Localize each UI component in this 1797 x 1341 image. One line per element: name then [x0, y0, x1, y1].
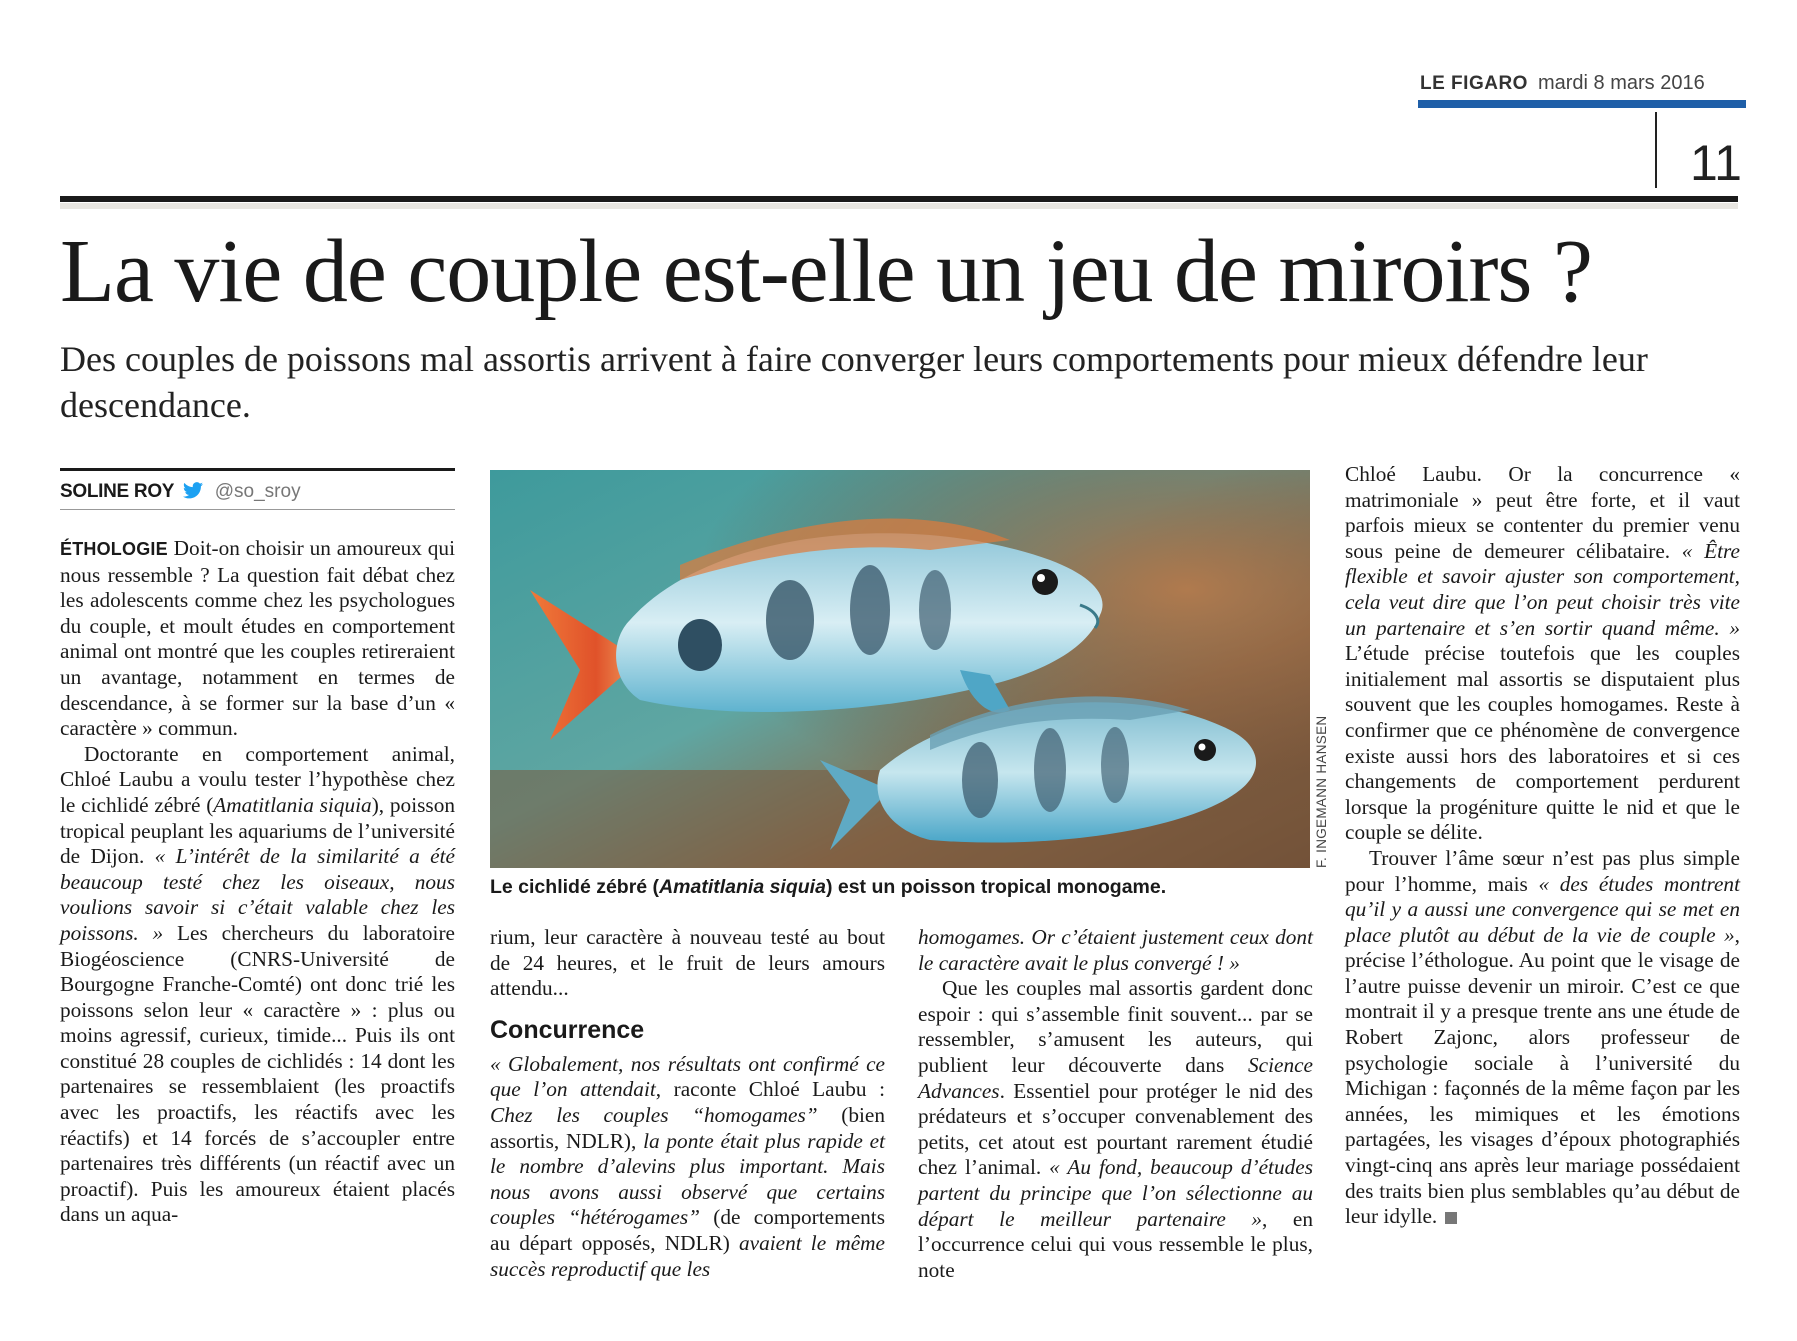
- paragraph-text: (bien assortis, NDLR),: [490, 1102, 885, 1153]
- top-rule-shade: [60, 203, 1738, 209]
- paragraph: [60, 742, 455, 1228]
- quote: homogames. Or c’étaient justement ceux dont le caractère avait le plus convergé ! »: [918, 925, 1313, 975]
- cichlid-photo: [490, 470, 1310, 868]
- photo-caption: [490, 874, 1330, 900]
- paragraph-text: , en l’occurrence celui qui vous ressemble le plus, note: [918, 1206, 1313, 1282]
- paragraph: [490, 925, 885, 1002]
- paragraph-text: L’étude précise toutefois que les couples initialement mal assortis se disputaient plus souvent que les couples homogames. Reste à confirmer que ce phénomène de convergence existe aussi hors des laboratoires et si ces changements de comportement perdurent lorsque la progéniture quitte le nid et que le couple se délite.: [1345, 641, 1740, 845]
- masthead-blue-rule: [1418, 100, 1746, 108]
- journal-name: Science Advances: [918, 1052, 1313, 1103]
- article-column-2: [490, 925, 885, 1282]
- paragraph: [918, 925, 1313, 976]
- byline: [60, 479, 301, 505]
- paragraph-text: Les chercheurs du laboratoire Biogéoscience (CNRS-Université de Bourgogne Franche-Comté) ont donc trié les poissons selon leur « caractère » : plus ou moins agressif, curieux, timide... Puis ils ont constitué 28 couples de cichlidés : 14 dont les partenaires se ressemblaient (les proactifs avec les proactifs, les réactifs avec les réactifs) et 14 forcés de s’accoupler entre partenaires très différents (un réactif avec un proactif). Puis les amoureux étaient placés dans un aqua-: [60, 920, 456, 1227]
- end-square-icon: [1445, 1212, 1457, 1224]
- quote: « Être flexible et savoir ajuster son comportement, cela veut dire que l’on peut choisir très vite un partenaire et s’en sortir quand même. »: [1345, 538, 1740, 640]
- article-column-1: [60, 536, 455, 1228]
- paragraph-text: rium, leur caractère à nouveau testé au bout de 24 heures, et le fruit de leurs amours attendu...: [490, 925, 885, 1001]
- quote: « Au fond, beaucoup d’études partent du principe que l’on sélectionne au départ le meilleur partenaire »: [918, 1155, 1313, 1231]
- quote: « L’intérêt de la similarité a été beaucoup testé chez les oiseaux, nous voulions savoir si c’était valable chez les poissons. »: [60, 844, 455, 945]
- issue-date: mardi 8 mars 2016: [1537, 72, 1705, 94]
- headline: La vie de couple est-elle un jeu de miroirs ?: [60, 222, 1592, 321]
- top-rule: [60, 196, 1738, 202]
- quote: la ponte était plus rapide et le nombre d’alevins plus important. Mais nous avons aussi observé que certains couples “hétérogames”: [490, 1128, 885, 1230]
- paragraph: [918, 976, 1313, 1283]
- paragraph-text: . Essentiel pour protéger le nid des prédateurs et s’occuper convenablement des petits, cet atout est pourtant rarement étudié chez l’animal.: [918, 1078, 1313, 1180]
- section-kicker: ÉTHOLOGIE: [60, 539, 168, 559]
- paragraph: [490, 1052, 885, 1282]
- paragraph-text: ), poisson tropical peuplant les aquariums de l’université de Dijon.: [60, 792, 455, 869]
- paragraph-text: , précise l’éthologue. Au point que le visage de l’autre puisse devenir un miroir. C’est ce que montrait il y a presque trente ans une étude de Robert Zajonc, alors professeur de psychologie sociale à l’université du Michigan : façonnés de la même façon par les années, les mimiques et les émotions partagées, les visages d’époux photographiés vingt-cinq ans après leur mariage possédaient des traits bien plus semblables qu’au début de leur idylle.: [1345, 922, 1740, 1229]
- newspaper-brand: LE FIGARO: [1420, 73, 1528, 94]
- twitter-bird-icon: [183, 482, 203, 499]
- paragraph-text: Que les couples mal assortis gardent donc espoir : qui s’assemble finit souvent... par se ressembler, s’amusent les auteurs, qui publient leur découverte dans: [918, 976, 1313, 1077]
- byline-author: SOLINE ROY: [60, 481, 175, 502]
- page-number-divider: [1655, 112, 1657, 188]
- subheadline: Des couples de poissons mal assortis arrivent à faire converger leurs comportements pour mieux défendre leur descendance.: [60, 339, 1648, 425]
- paragraph-text: Doctorante en comportement animal, Chloé Laubu a voulu tester l’hypothèse chez le cichlidé zébré (: [60, 741, 455, 817]
- byline-rule-top: [60, 468, 455, 471]
- species-name: Amatitlania siquia: [213, 792, 372, 817]
- article-column-3: [918, 925, 1313, 1283]
- paragraph-text: Trouver l’âme sœur n’est pas plus simple pour l’homme, mais: [1345, 845, 1740, 896]
- paragraph-text: Chloé Laubu. Or la concurrence « matrimoniale » peut être forte, et il vaut parfois mieux se contenter du premier venu sous peine de demeurer célibataire.: [1345, 462, 1740, 563]
- photo-credit-text: F. INGEMANN HANSEN: [1314, 715, 1329, 868]
- paragraph: [1345, 846, 1740, 1230]
- caption-text: ) est un poisson tropical monogame.: [825, 876, 1167, 898]
- quote: Chez les couples “homogames”: [490, 1102, 818, 1127]
- quote: « des études montrent qu’il y a aussi une convergence qui se met en place plutôt au début de la vie de couple »: [1345, 871, 1741, 947]
- article-column-4: [1345, 462, 1740, 1230]
- paragraph: [1345, 462, 1740, 846]
- fish-illustration: [490, 470, 1310, 868]
- quote: « Globalement, nos résultats ont confirmé ce que l’on attendait: [490, 1051, 885, 1102]
- photo-credit: [1314, 470, 1336, 868]
- byline-rule-bottom: [60, 509, 455, 510]
- caption-species: Amatitlania siquia: [659, 876, 826, 898]
- byline-twitter-handle: @so_sroy: [214, 481, 301, 502]
- paragraph-text: Doit-on choisir un amoureux qui nous ressemble ? La question fait débat chez les adolescents comme chez les psychologues du couple, et moult études en comportement animal ont montré que les couples retireraient un avantage, notamment en termes de descendance, à se former sur la base d’un « caractère » commun.: [60, 536, 455, 741]
- paragraph-text: , raconte Chloé Laubu :: [655, 1077, 886, 1102]
- quote: avaient le même succès reproductif que les: [490, 1230, 886, 1281]
- section-heading: Concurrence: [490, 1015, 645, 1044]
- caption-text: Le cichlidé zébré (: [490, 876, 660, 898]
- page-number: 11: [1690, 135, 1742, 191]
- paragraph-text: (de comportements au départ opposés, NDLR): [490, 1205, 886, 1255]
- paragraph: [60, 536, 455, 742]
